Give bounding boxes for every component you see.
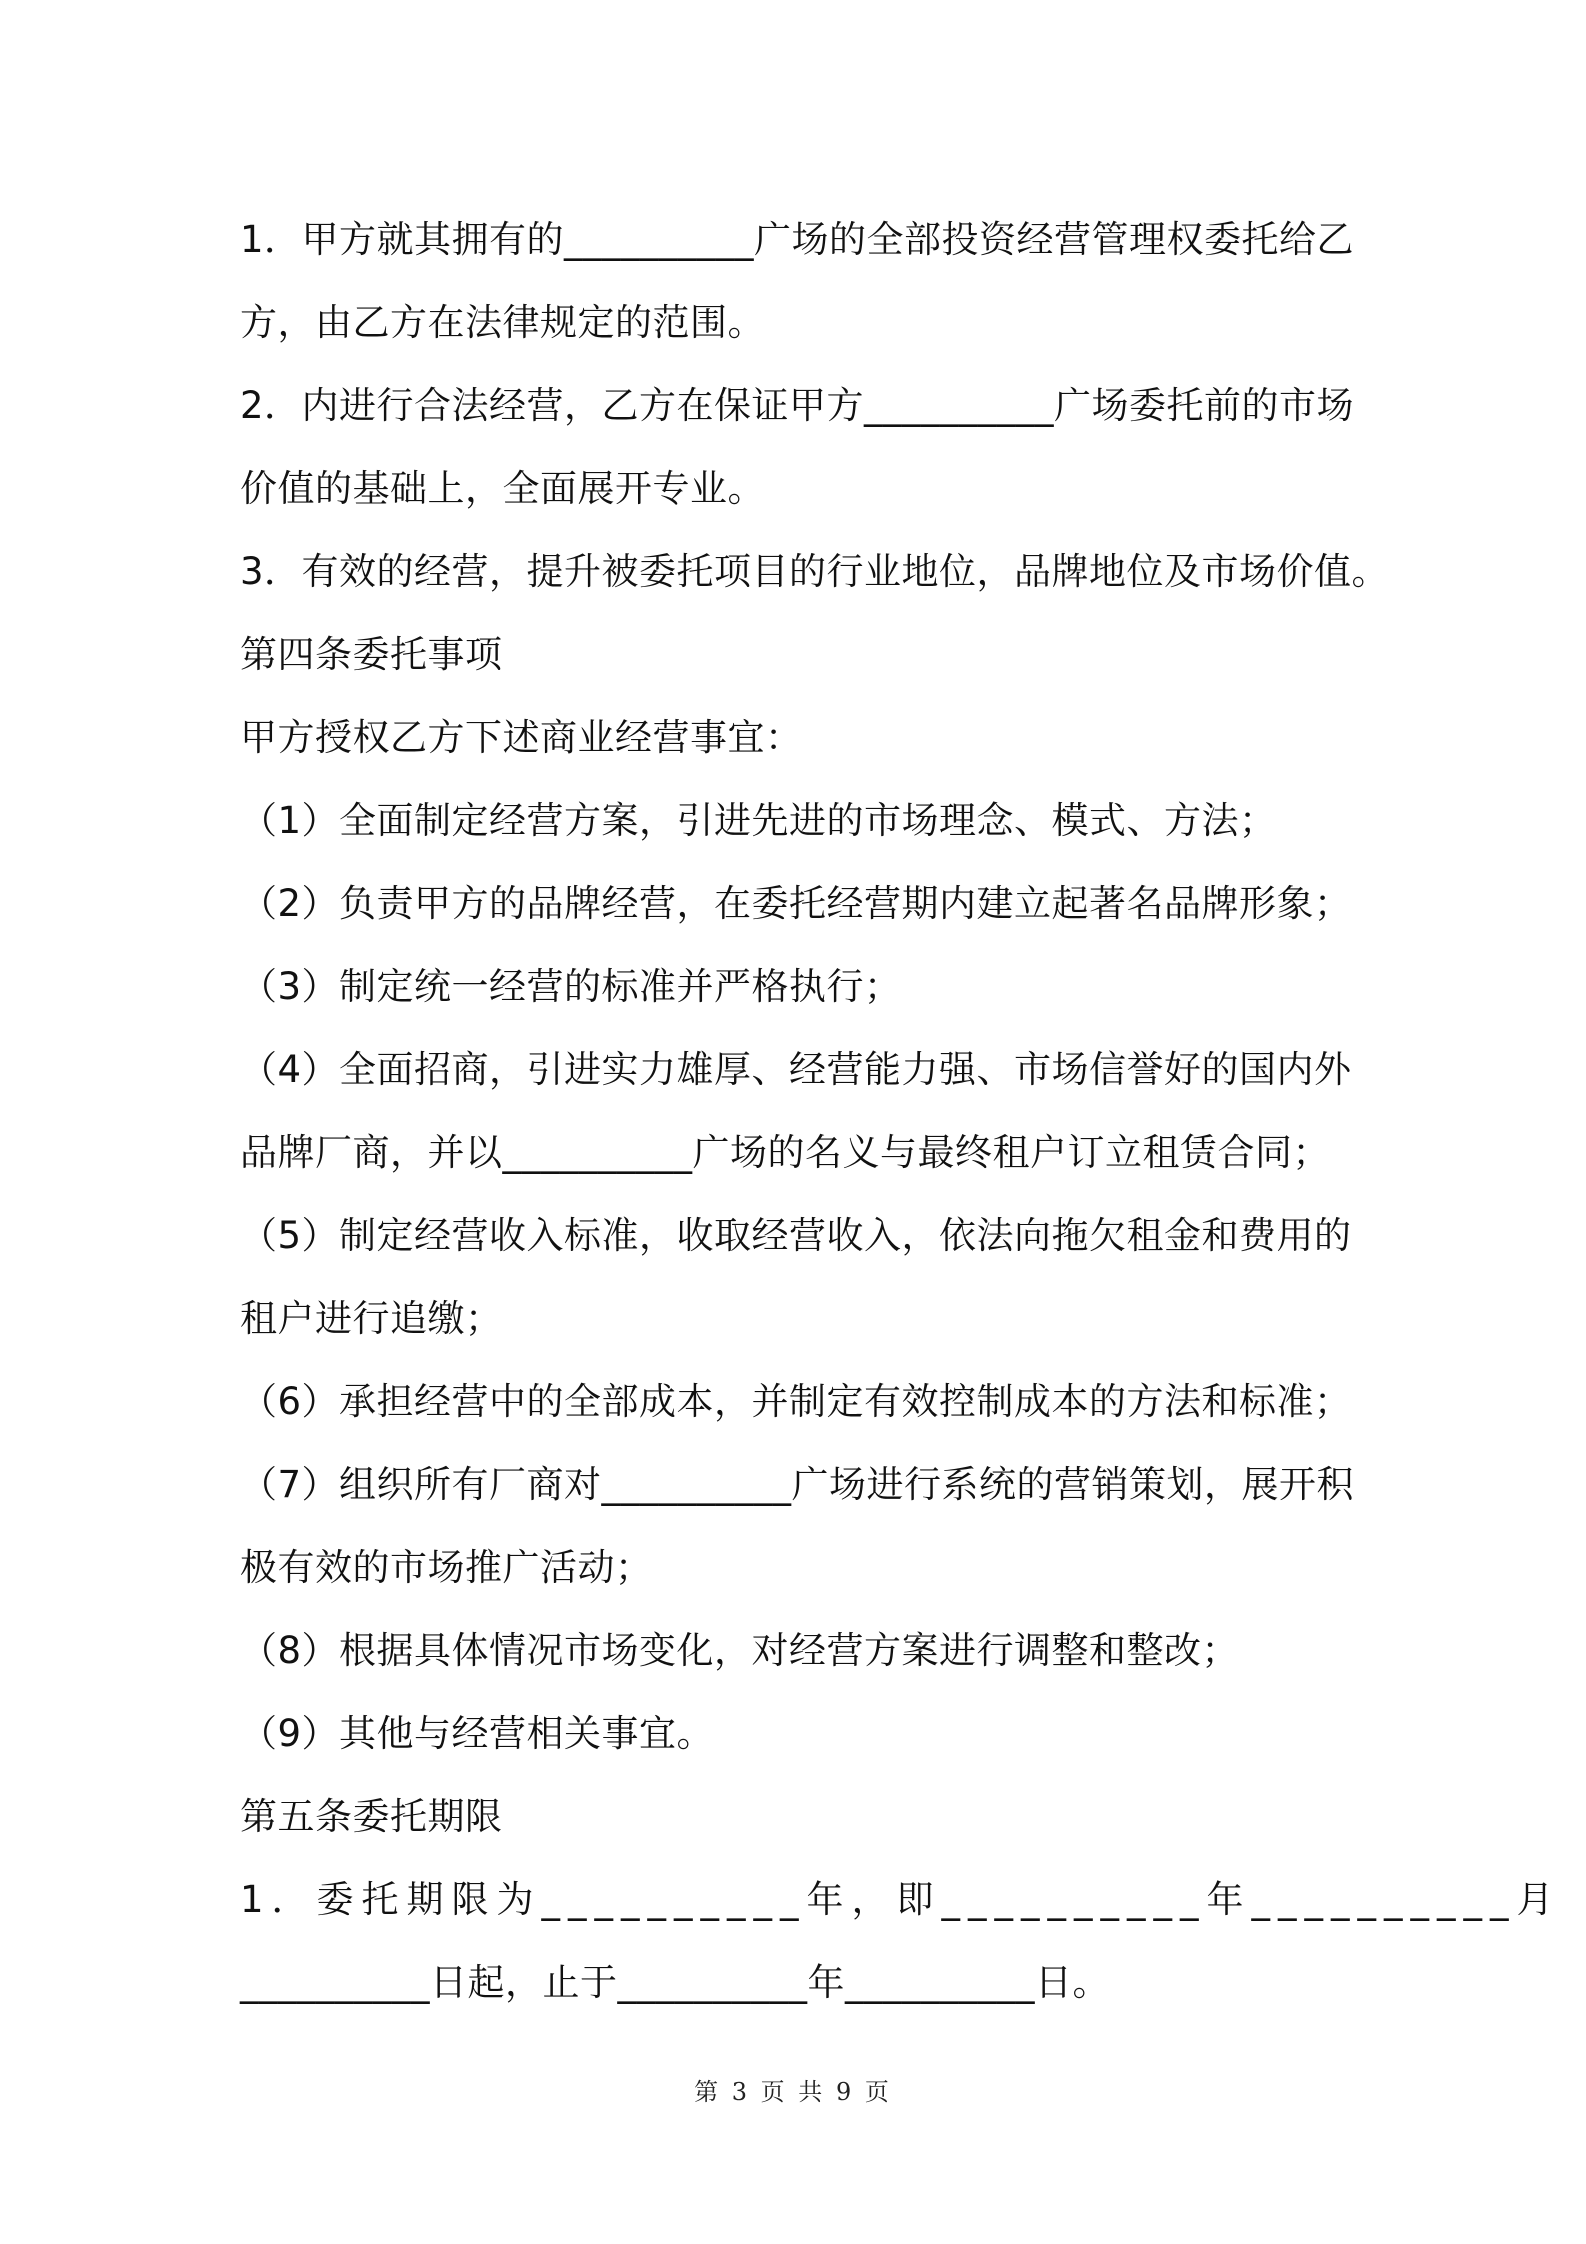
article-4-item-7-line-1: （7）组织所有厂商对__________广场进行系统的营销策划，展开积 <box>240 1463 1355 1506</box>
clause-3-item-2-line-1: 2．内进行合法经营，乙方在保证甲方__________广场委托前的市场 <box>240 384 1355 427</box>
document-body <box>240 198 1562 2024</box>
article-5-item-1-line-2: __________日起，止于__________年__________日。 <box>240 1961 1110 2004</box>
clause-3-item-1-line-1: 1．甲方就其拥有的__________广场的全部投资经营管理权委托给乙 <box>240 218 1355 261</box>
article-5-item-1-line-1: 1．委托期限为__________年，即__________年__________月 <box>240 1878 1562 1921</box>
article-4-item-9: （9）其他与经营相关事宜。 <box>240 1712 715 1755</box>
article-4-heading: 第四条委托事项 <box>240 633 503 676</box>
article-4-item-1: （1）全面制定经营方案，引进先进的市场理念、模式、方法； <box>240 799 1277 842</box>
article-4-item-4-line-2: 品牌厂商，并以__________广场的名义与最终租户订立租赁合同； <box>240 1131 1330 1174</box>
article-4-item-4-line-1: （4）全面招商，引进实力雄厚、经营能力强、市场信誉好的国内外 <box>240 1048 1352 1091</box>
article-4-item-6: （6）承担经营中的全部成本，并制定有效控制成本的方法和标准； <box>240 1380 1352 1423</box>
clause-3-item-1-line-2: 方，由乙方在法律规定的范围。 <box>240 301 765 344</box>
article-4-item-5-line-1: （5）制定经营收入标准，收取经营收入，依法向拖欠租金和费用的 <box>240 1214 1352 1257</box>
article-4-item-7-line-2: 极有效的市场推广活动； <box>240 1546 653 1589</box>
article-4-item-5-line-2: 租户进行追缴； <box>240 1297 503 1340</box>
clause-3-item-2-line-2: 价值的基础上，全面展开专业。 <box>240 467 765 510</box>
article-4-intro: 甲方授权乙方下述商业经营事宜： <box>240 716 803 759</box>
article-4-item-3: （3）制定统一经营的标准并严格执行； <box>240 965 902 1008</box>
page-number: 第 3 页 共 9 页 <box>694 2078 892 2106</box>
article-4-item-8: （8）根据具体情况市场变化，对经营方案进行调整和整改； <box>240 1629 1240 1672</box>
clause-3-item-3: 3．有效的经营，提升被委托项目的行业地位，品牌地位及市场价值。 <box>240 550 1390 593</box>
article-4-item-2: （2）负责甲方的品牌经营，在委托经营期内建立起著名品牌形象； <box>240 882 1352 925</box>
article-5-heading: 第五条委托期限 <box>240 1795 503 1838</box>
